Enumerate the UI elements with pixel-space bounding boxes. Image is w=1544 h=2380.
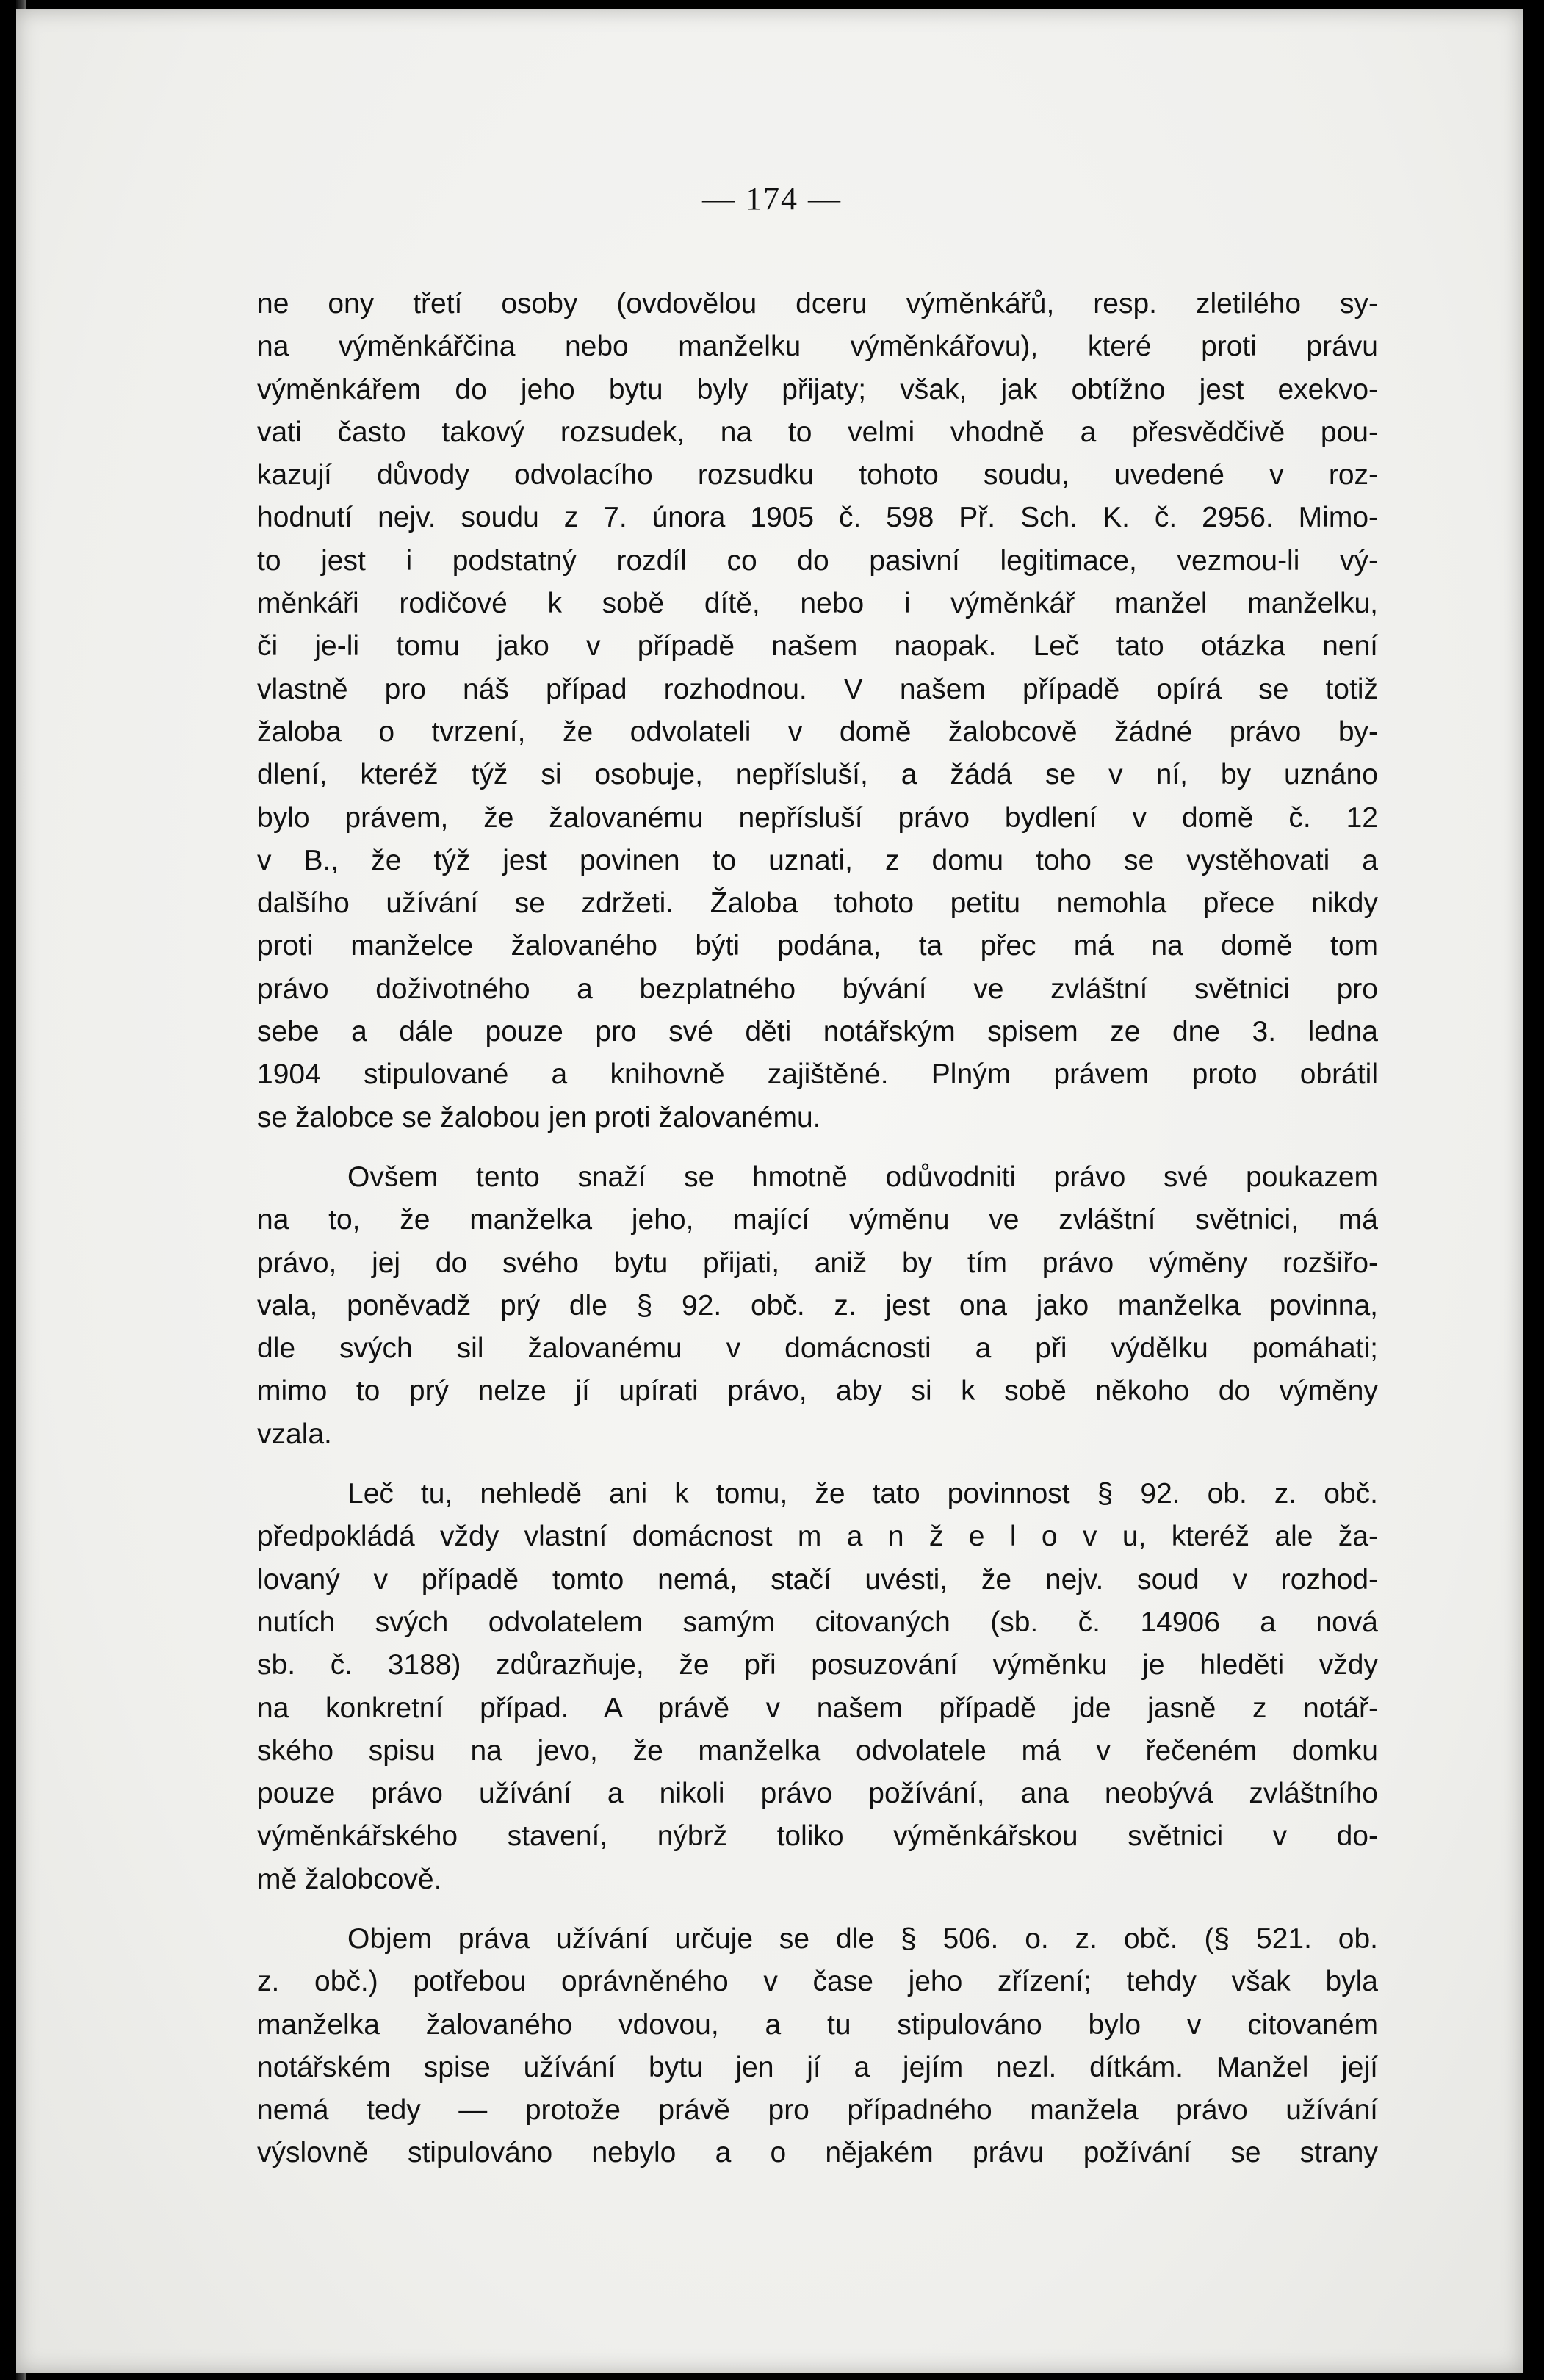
text-line: sebe a dále pouze pro své děti notářským spisem ze dne 3. ledna [257,1016,1378,1048]
text-line: právo, jej do svého bytu přijati, aniž by tím právo výměny rozšiřo- [257,1247,1378,1279]
text-line: ne ony třetí osoby (ovdovělou dceru výměnkářů, resp. zletilého sy- [257,288,1378,320]
text-line: hodnutí nejv. soudu z 7. února 1905 č. 598 Př. Sch. K. č. 2956. Mimo- [257,502,1378,534]
text-line: vati často takový rozsudek, na to velmi vhodně a přesvědčivě pou- [257,416,1378,448]
paragraph-3 [257,1473,1378,1901]
text-line: Objem práva užívání určuje se dle § 506. o. z. obč. (§ 521. ob. [347,1922,1378,1955]
body-text [257,283,1378,2175]
text-line: výměnkářského stavení, nýbrž toliko výměnkářskou světnici v do- [257,1820,1378,1853]
text-line: měnkáři rodičové k sobě dítě, nebo i výměnkář manžel manželku, [257,588,1378,620]
text-line: dalšího užívání se zdržeti. Žaloba tohoto petitu nemohla přece nikdy [257,887,1378,920]
text-line: nutích svých odvolatelem samým citovaných (sb. č. 14906 a nová [257,1606,1378,1638]
text-line: manželka žalovaného vdovou, a tu stipulováno bylo v citovaném [257,2008,1378,2041]
text-line: či je-li tomu jako v případě našem naopak. Leč tato otázka není [257,630,1378,663]
text-line: na to, že manželka jeho, mající výměnu ve zvláštní světnici, má [257,1204,1378,1236]
text-line: vlastně pro náš případ rozhodnou. V našem případě opírá se totiž [257,673,1378,705]
text-line: v B., že týž jest povinen to uznati, z domu toho se vystěhovati a [257,844,1378,876]
text-line: notářském spise užívání bytu jen jí a jejím nezl. dítkám. Manžel její [257,2051,1378,2083]
paragraph-2 [257,1156,1378,1456]
text-line: dlení, kteréž týž si osobuje, nepřísluší, a žádá se v ní, by uznáno [257,759,1378,791]
text-line: žaloba o tvrzení, že odvolateli v domě žalobcově žádné právo by- [257,715,1378,748]
text-line: na konkretní případ. A právě v našem případě jde jasně z notář- [257,1692,1378,1724]
text-line: mimo to prý nelze jí upírati právo, aby si k sobě někoho do výměny [257,1375,1378,1407]
text-line: se žalobce se žalobou jen proti žalovanému. [257,1101,821,1133]
text-line: výslovně stipulováno nebylo a o nějakém právu požívání se strany [257,2137,1378,2169]
text-line: právo doživotného a bezplatného bývání ve zvláštní světnici pro [257,973,1378,1005]
text-line: ského spisu na jevo, že manželka odvolatele má v řečeném domku [257,1734,1378,1767]
text-line: pouze právo užívání a nikoli právo požívání, ana neobývá zvláštního [257,1778,1378,1810]
text-line: kazují důvody odvolacího rozsudku tohoto soudu, uvedené v roz- [257,459,1378,491]
text-line: nemá tedy — protože právě pro případného manžela právo užívání [257,2094,1378,2127]
text-line: dle svých sil žalovanému v domácnosti a při výdělku pomáhati; [257,1333,1378,1365]
text-line: 1904 stipulované a knihovně zajištěné. Plným právem proto obrátil [257,1059,1378,1091]
text-line: sb. č. 3188) zdůrazňuje, že při posuzování výměnku je hleděti vždy [257,1649,1378,1681]
text-line: proti manželce žalovaného býti podána, ta přec má na domě tom [257,930,1378,962]
text-line: vala, poněvadž prý dle § 92. obč. z. jest ona jako manželka povinna, [257,1289,1378,1321]
page-number: — 174 — [702,181,842,217]
paragraph-1 [257,283,1378,1139]
text-line: mě žalobcově. [257,1863,442,1895]
text-line: Leč tu, nehledě ani k tomu, že tato povinnost § 92. ob. z. obč. [347,1478,1378,1510]
text-line: to jest i podstatný rozdíl co do pasivní legitimace, vezmou-li vý- [257,544,1378,577]
text-line: z. obč.) potřebou oprávněného v čase jeho zřízení; tehdy však byla [257,1966,1378,1998]
text-line: předpokládá vždy vlastní domácnost m a n ž e l o v u, kteréž ale ža- [257,1521,1378,1553]
paragraph-4 [257,1918,1378,2175]
text-line: na výměnkářčina nebo manželku výměnkářovu), které proti právu [257,331,1378,363]
text-line: bylo právem, že žalovanému nepřísluší právo bydlení v domě č. 12 [257,801,1378,834]
text-line: lovaný v případě tomto nemá, stačí uvésti, že nejv. soud v rozhod- [257,1563,1378,1595]
text-line: výměnkářem do jeho bytu byly přijaty; však, jak obtížno jest exekvo- [257,373,1378,405]
text-line: Ovšem tento snaží se hmotně odůvodniti právo své poukazem [347,1161,1378,1193]
text-line: vzala. [257,1418,332,1450]
